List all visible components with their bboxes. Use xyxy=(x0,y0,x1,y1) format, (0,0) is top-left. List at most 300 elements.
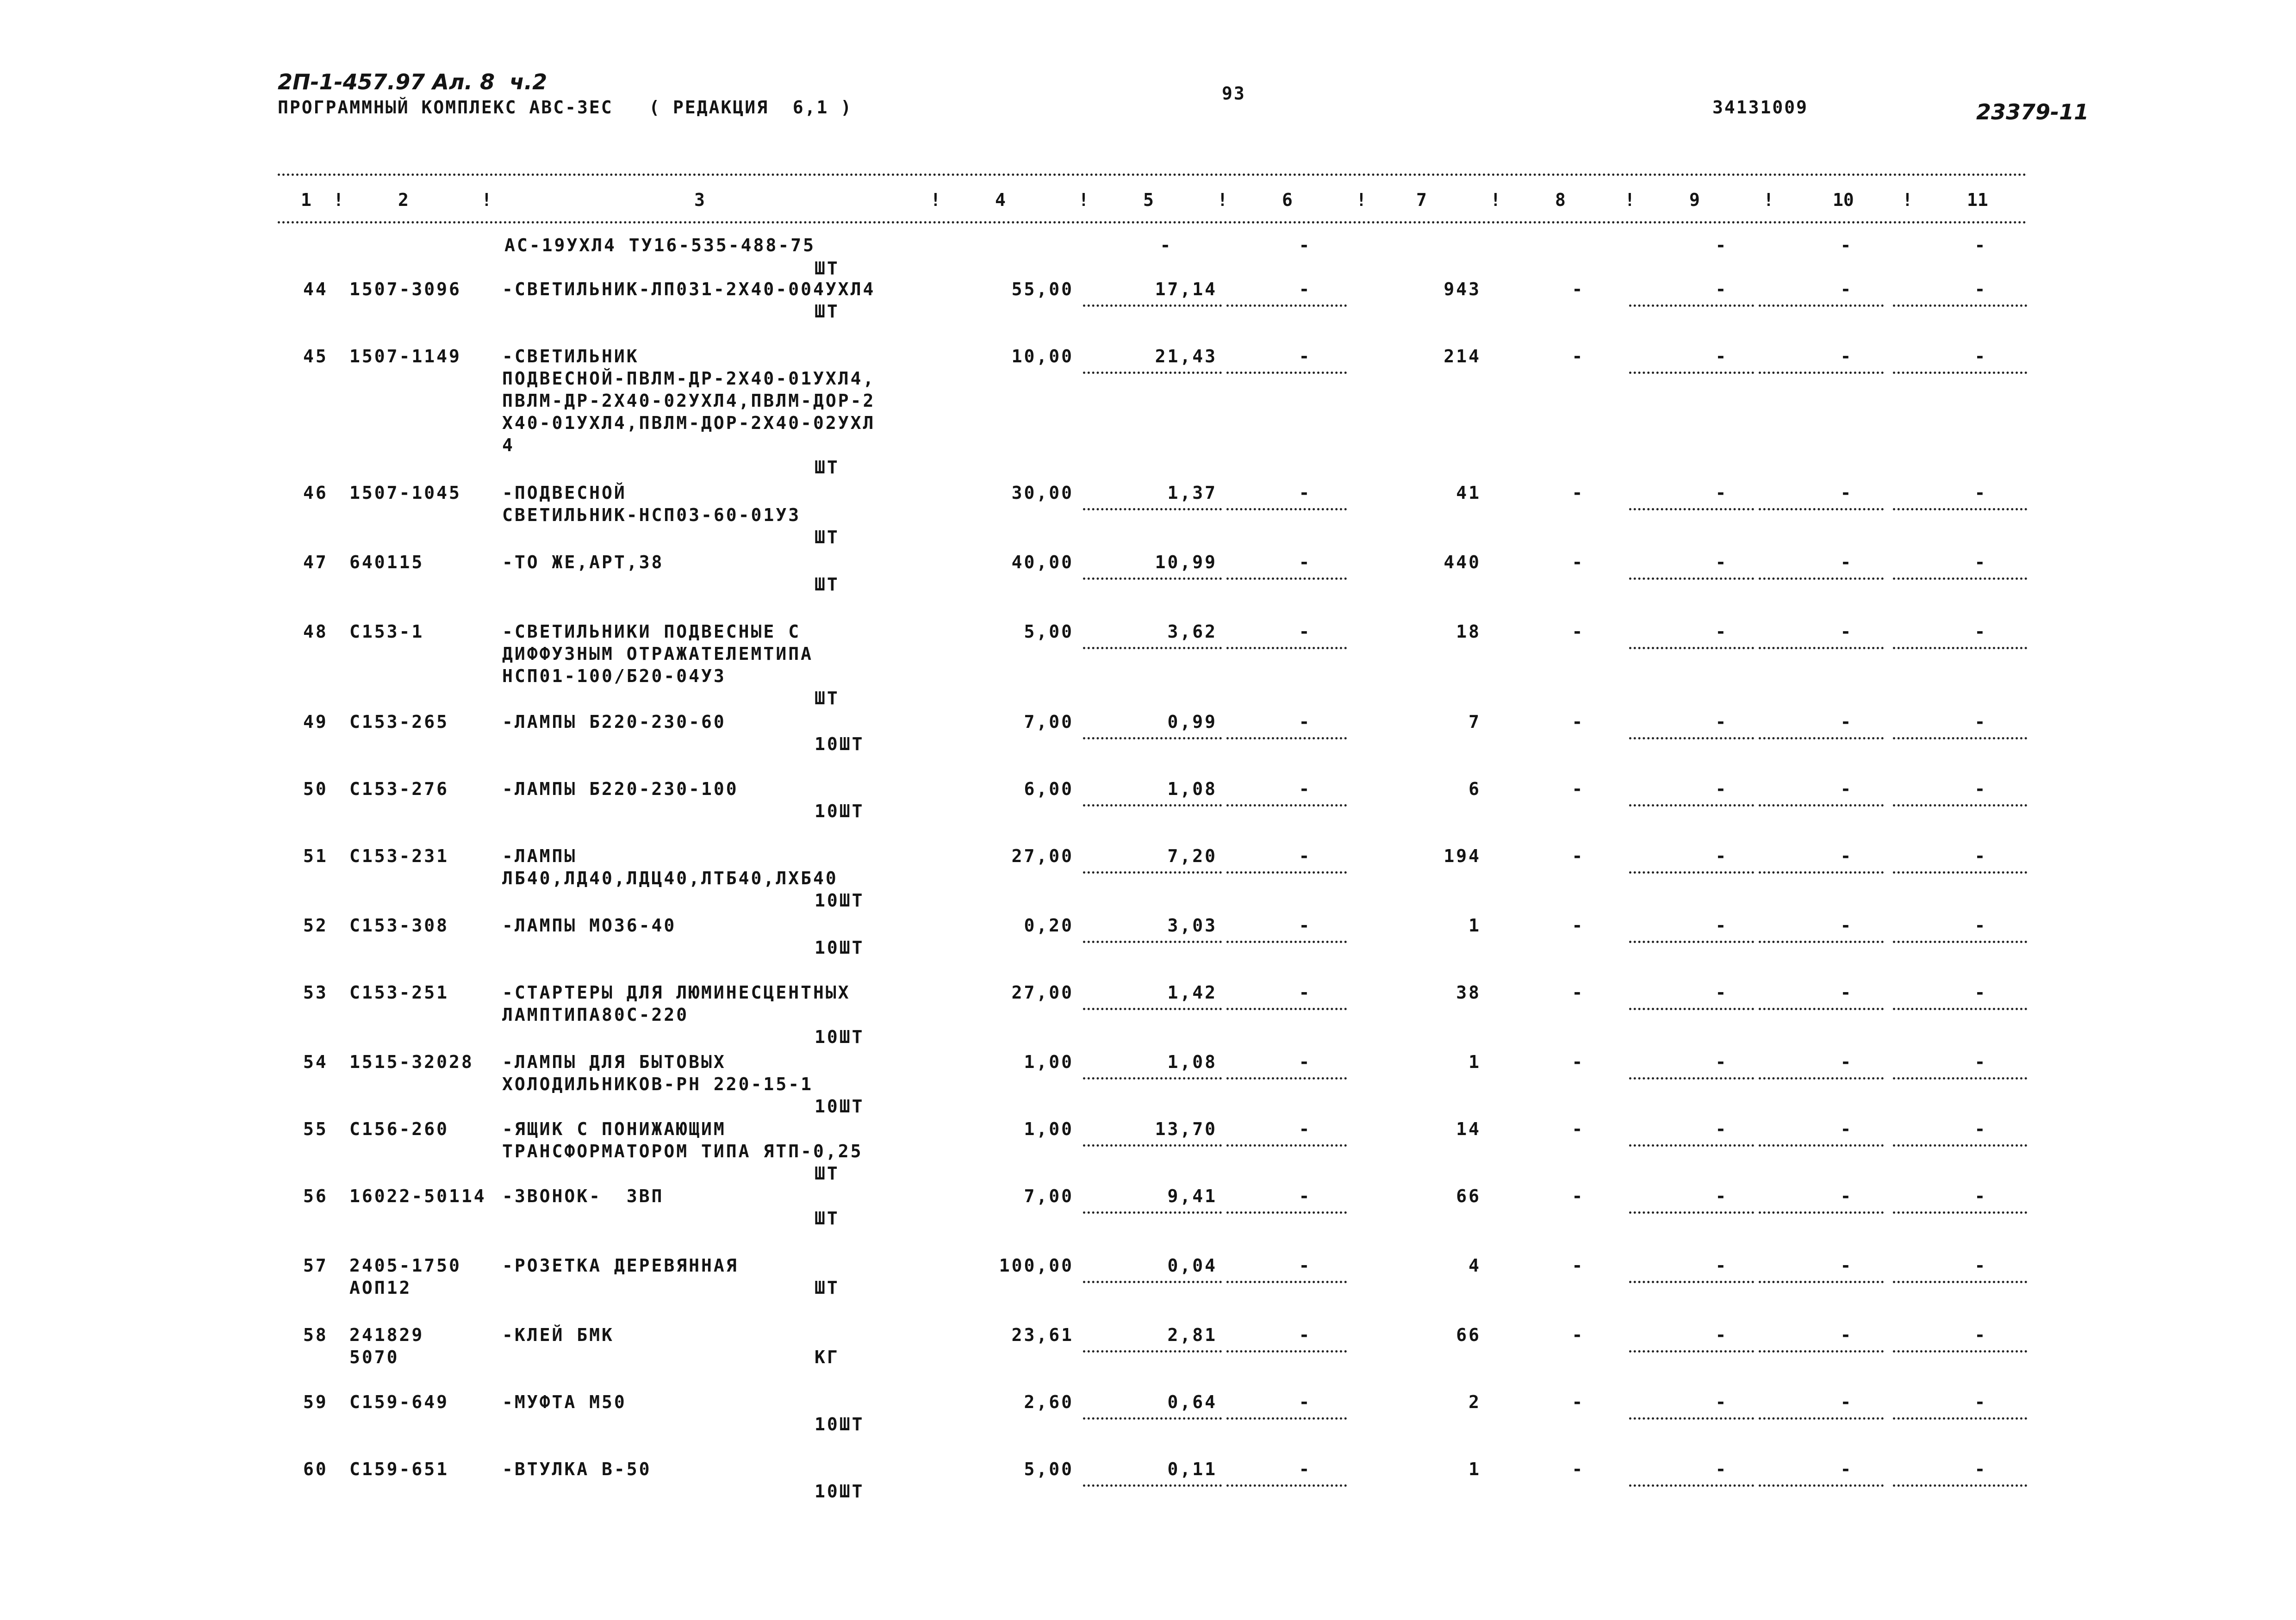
empty-col-placeholder: - xyxy=(1715,846,1728,866)
cell-underline xyxy=(1893,1484,2027,1487)
column-number: 11 xyxy=(1967,190,1988,210)
col6-placeholder: - xyxy=(1299,846,1312,866)
empty-col-placeholder: - xyxy=(1974,846,1987,866)
row-number: 48 xyxy=(303,621,328,642)
cell-underline xyxy=(1629,941,1754,943)
cell-underline xyxy=(1629,1077,1754,1080)
empty-col-placeholder: - xyxy=(1840,982,1853,1003)
cell-underline xyxy=(1083,1417,1222,1420)
resource-name-line: -ТО ЖЕ,АРТ,38 xyxy=(502,552,664,572)
resource-name-line: -КЛЕЙ БМК xyxy=(502,1325,614,1345)
empty-col-placeholder: - xyxy=(1840,712,1853,732)
cell-underline xyxy=(1759,1144,1884,1147)
column-separator: ! xyxy=(1217,190,1228,210)
cell-underline xyxy=(1083,1008,1222,1010)
col6-placeholder: - xyxy=(1299,1119,1312,1139)
cell-underline xyxy=(1226,1008,1347,1010)
cell-underline xyxy=(1893,941,2027,943)
resource-name-line: -ПОДВЕСНОЙ xyxy=(502,483,627,503)
resource-name-line: -ЛАМПЫ ДЛЯ БЫТОВЫХ xyxy=(502,1052,726,1072)
cell-underline xyxy=(1083,1484,1222,1487)
cell-underline xyxy=(1226,304,1347,307)
handwritten-stamp: 23379-11 xyxy=(1976,99,2089,124)
empty-col-placeholder: - xyxy=(1974,346,1987,366)
row-number: 59 xyxy=(303,1392,328,1412)
empty-col-placeholder: - xyxy=(1840,621,1853,642)
resource-name-line: -ЛАМПЫ Б220-230-60 xyxy=(502,712,726,732)
empty-col-placeholder: - xyxy=(1974,621,1987,642)
empty-col-placeholder: - xyxy=(1840,1255,1853,1276)
empty-col-placeholder: - xyxy=(1840,1392,1853,1412)
resource-name-line: -СВЕТИЛЬНИК-ЛП031-2Х40-004УХЛ4 xyxy=(502,279,876,299)
col6-placeholder: - xyxy=(1299,279,1312,299)
column-number: 1 xyxy=(301,190,311,210)
unit-price: 9,41 xyxy=(1167,1186,1217,1206)
cell-underline xyxy=(1759,304,1884,307)
quantity: 10,00 xyxy=(1011,346,1074,366)
resource-name-line: ПВЛМ-ДР-2Х40-02УХЛ4,ПВЛМ-ДОР-2 xyxy=(502,391,876,411)
cell-underline xyxy=(1893,1077,2027,1080)
unit: ШТ xyxy=(815,301,840,322)
cell-underline xyxy=(1083,1350,1222,1353)
empty-col-placeholder: - xyxy=(1974,1052,1987,1072)
cell-underline xyxy=(1629,1484,1754,1487)
cell-underline xyxy=(1083,804,1222,807)
empty-col-placeholder: - xyxy=(1840,1325,1853,1345)
resource-name-line: -ЛАМПЫ xyxy=(502,846,577,866)
resource-name-line: ТРАНСФОРМАТОРОМ ТИПА ЯТП-0,25 xyxy=(502,1141,863,1161)
empty-col-placeholder: - xyxy=(1840,779,1853,799)
cell-underline xyxy=(1629,871,1754,874)
unit: ШТ xyxy=(815,1163,840,1184)
cell-underline xyxy=(1226,737,1347,739)
col6-placeholder: - xyxy=(1299,1255,1312,1276)
col8-placeholder: - xyxy=(1572,779,1585,799)
col6-placeholder: - xyxy=(1299,779,1312,799)
total-cost: 214 xyxy=(1444,346,1481,366)
empty-col-placeholder: - xyxy=(1715,1119,1728,1139)
quantity: 7,00 xyxy=(1024,1186,1074,1206)
unit: ШТ xyxy=(815,1208,840,1229)
column-separator: ! xyxy=(333,190,344,210)
column-number: 3 xyxy=(694,190,705,210)
col6-placeholder: - xyxy=(1299,621,1312,642)
cont-col6-placeholder: - xyxy=(1299,235,1312,255)
cell-underline xyxy=(1629,647,1754,649)
empty-col-placeholder: - xyxy=(1840,915,1853,936)
cell-underline xyxy=(1226,508,1347,510)
resource-code: 640115 xyxy=(349,552,424,572)
total-cost: 1 xyxy=(1468,915,1481,936)
empty-col-placeholder: - xyxy=(1840,846,1853,866)
unit-price: 0,64 xyxy=(1167,1392,1217,1412)
cell-underline xyxy=(1759,1484,1884,1487)
empty-col-placeholder: - xyxy=(1974,1459,1987,1479)
cell-underline xyxy=(1893,647,2027,649)
resource-name-line: -МУФТА М50 xyxy=(502,1392,627,1412)
col6-placeholder: - xyxy=(1299,1186,1312,1206)
cell-underline xyxy=(1759,1211,1884,1214)
row-number: 56 xyxy=(303,1186,328,1206)
resource-name-line: НСП01-100/Б20-04У3 xyxy=(502,666,726,686)
cell-underline xyxy=(1893,508,2027,510)
resource-code: С156-260 xyxy=(349,1119,449,1139)
cell-underline xyxy=(1226,1417,1347,1420)
cell-underline xyxy=(1893,1144,2027,1147)
resource-name-line: СВЕТИЛЬНИК-НСП03-60-01У3 xyxy=(502,505,801,525)
resource-name-line: ПОДВЕСНОЙ-ПВЛМ-ДР-2Х40-01УХЛ4, xyxy=(502,368,876,389)
quantity: 1,00 xyxy=(1024,1052,1074,1072)
cell-underline xyxy=(1759,577,1884,580)
row-number: 52 xyxy=(303,915,328,936)
unit-price: 0,99 xyxy=(1167,712,1217,732)
column-separator: ! xyxy=(1902,190,1913,210)
resource-code: 241829 xyxy=(349,1325,424,1345)
cell-underline xyxy=(1226,871,1347,874)
continuation-unit: ШТ xyxy=(815,258,840,279)
resource-code: 1507-3096 xyxy=(349,279,461,299)
empty-col-placeholder: - xyxy=(1715,1392,1728,1412)
cell-underline xyxy=(1629,804,1754,807)
column-number: 4 xyxy=(995,190,1006,210)
unit: ШТ xyxy=(815,688,840,708)
empty-col-placeholder: - xyxy=(1974,279,1987,299)
document-code: 34131009 xyxy=(1712,97,1809,118)
quantity: 55,00 xyxy=(1011,279,1074,299)
col6-placeholder: - xyxy=(1299,1325,1312,1345)
total-cost: 2 xyxy=(1468,1392,1481,1412)
total-cost: 6 xyxy=(1468,779,1481,799)
total-cost: 66 xyxy=(1456,1186,1481,1206)
column-number: 10 xyxy=(1833,190,1854,210)
empty-col-placeholder: - xyxy=(1715,1325,1728,1345)
empty-col-placeholder: - xyxy=(1974,1119,1987,1139)
quantity: 2,60 xyxy=(1024,1392,1074,1412)
continuation-text: АС-19УХЛ4 ТУ16-535-488-75 xyxy=(504,235,815,255)
cell-underline xyxy=(1759,647,1884,649)
column-number: 6 xyxy=(1282,190,1293,210)
total-cost: 440 xyxy=(1444,552,1481,572)
cell-underline xyxy=(1759,1417,1884,1420)
quantity: 5,00 xyxy=(1024,1459,1074,1479)
quantity: 27,00 xyxy=(1011,982,1074,1003)
col6-placeholder: - xyxy=(1299,552,1312,572)
quantity: 5,00 xyxy=(1024,621,1074,642)
unit-price: 13,70 xyxy=(1155,1119,1217,1139)
cell-underline xyxy=(1083,304,1222,307)
col6-placeholder: - xyxy=(1299,982,1312,1003)
unit-price: 1,42 xyxy=(1167,982,1217,1003)
empty-col-placeholder: - xyxy=(1715,279,1728,299)
resource-name-line: -СВЕТИЛЬНИК xyxy=(502,346,639,366)
table-top-rule xyxy=(278,174,2027,176)
col8-placeholder: - xyxy=(1572,621,1585,642)
col6-placeholder: - xyxy=(1299,1392,1312,1412)
column-separator: ! xyxy=(1356,190,1367,210)
resource-code: С153-1 xyxy=(349,621,424,642)
quantity: 0,20 xyxy=(1024,915,1074,936)
unit: КГ xyxy=(815,1347,840,1367)
unit-price: 1,37 xyxy=(1167,483,1217,503)
cell-underline xyxy=(1629,1008,1754,1010)
col8-placeholder: - xyxy=(1572,1392,1585,1412)
unit-price: 1,08 xyxy=(1167,779,1217,799)
resource-code: 1507-1149 xyxy=(349,346,461,366)
empty-col-placeholder: - xyxy=(1840,1459,1853,1479)
resource-name-line: -СВЕТИЛЬНИКИ ПОДВЕСНЫЕ С xyxy=(502,621,801,642)
cell-underline xyxy=(1226,1144,1347,1147)
cont-col10-placeholder: - xyxy=(1840,235,1853,255)
col8-placeholder: - xyxy=(1572,552,1585,572)
total-cost: 14 xyxy=(1456,1119,1481,1139)
empty-col-placeholder: - xyxy=(1715,346,1728,366)
cell-underline xyxy=(1893,871,2027,874)
cell-underline xyxy=(1759,871,1884,874)
cell-underline xyxy=(1893,1417,2027,1420)
row-number: 58 xyxy=(303,1325,328,1345)
empty-col-placeholder: - xyxy=(1974,483,1987,503)
total-cost: 1 xyxy=(1468,1459,1481,1479)
unit: ШТ xyxy=(815,527,840,547)
cell-underline xyxy=(1629,1417,1754,1420)
empty-col-placeholder: - xyxy=(1715,712,1728,732)
quantity: 23,61 xyxy=(1011,1325,1074,1345)
resource-code: С159-649 xyxy=(349,1392,449,1412)
row-number: 54 xyxy=(303,1052,328,1072)
cell-underline xyxy=(1893,737,2027,739)
col8-placeholder: - xyxy=(1572,846,1585,866)
total-cost: 18 xyxy=(1456,621,1481,642)
resource-name-line: -ВТУЛКА В-50 xyxy=(502,1459,652,1479)
resource-code-line2: 5070 xyxy=(349,1347,399,1367)
col8-placeholder: - xyxy=(1572,712,1585,732)
cell-underline xyxy=(1083,1281,1222,1283)
cell-underline xyxy=(1629,508,1754,510)
resource-code: С153-276 xyxy=(349,779,449,799)
empty-col-placeholder: - xyxy=(1715,621,1728,642)
empty-col-placeholder: - xyxy=(1715,552,1728,572)
cell-underline xyxy=(1226,372,1347,374)
column-number: 9 xyxy=(1689,190,1700,210)
col8-placeholder: - xyxy=(1572,1052,1585,1072)
col8-placeholder: - xyxy=(1572,1325,1585,1345)
unit: 10ШТ xyxy=(815,1414,865,1434)
quantity: 1,00 xyxy=(1024,1119,1074,1139)
cell-underline xyxy=(1759,1350,1884,1353)
row-number: 49 xyxy=(303,712,328,732)
total-cost: 38 xyxy=(1456,982,1481,1003)
cell-underline xyxy=(1226,1484,1347,1487)
col8-placeholder: - xyxy=(1572,483,1585,503)
quantity: 27,00 xyxy=(1011,846,1074,866)
quantity: 7,00 xyxy=(1024,712,1074,732)
column-separator: ! xyxy=(1490,190,1501,210)
col8-placeholder: - xyxy=(1572,279,1585,299)
resource-code: 1507-1045 xyxy=(349,483,461,503)
resource-code: 1515-32028 xyxy=(349,1052,474,1072)
row-number: 44 xyxy=(303,279,328,299)
resource-name-line: Х40-01УХЛ4,ПВЛМ-ДОР-2Х40-02УХЛ xyxy=(502,413,876,433)
resource-name-line: -ЛАМПЫ Б220-230-100 xyxy=(502,779,739,799)
unit: 10ШТ xyxy=(815,1027,865,1047)
quantity: 30,00 xyxy=(1011,483,1074,503)
empty-col-placeholder: - xyxy=(1974,982,1987,1003)
cell-underline xyxy=(1083,1077,1222,1080)
col8-placeholder: - xyxy=(1572,1186,1585,1206)
resource-code: С159-651 xyxy=(349,1459,449,1479)
cell-underline xyxy=(1083,737,1222,739)
row-number: 51 xyxy=(303,846,328,866)
row-number: 46 xyxy=(303,483,328,503)
row-number: 53 xyxy=(303,982,328,1003)
cell-underline xyxy=(1629,1144,1754,1147)
empty-col-placeholder: - xyxy=(1715,915,1728,936)
resource-name-line: ЛБ40,ЛД40,ЛДЦ40,ЛТБ40,ЛХБ40 xyxy=(502,868,838,888)
empty-col-placeholder: - xyxy=(1715,982,1728,1003)
total-cost: 41 xyxy=(1456,483,1481,503)
resource-name-line: -СТАРТЕРЫ ДЛЯ ЛЮМИНЕСЦЕНТНЫХ xyxy=(502,982,851,1003)
col8-placeholder: - xyxy=(1572,1255,1585,1276)
empty-col-placeholder: - xyxy=(1974,552,1987,572)
cont-col5-placeholder: - xyxy=(1160,235,1173,255)
cell-underline xyxy=(1893,1281,2027,1283)
empty-col-placeholder: - xyxy=(1840,1052,1853,1072)
unit-price: 17,14 xyxy=(1155,279,1217,299)
resource-name-line: 4 xyxy=(502,435,515,455)
resource-name-line: -ЛАМПЫ МО36-40 xyxy=(502,915,677,936)
column-number: 8 xyxy=(1555,190,1566,210)
unit-price: 0,04 xyxy=(1167,1255,1217,1276)
col6-placeholder: - xyxy=(1299,346,1312,366)
cell-underline xyxy=(1759,1281,1884,1283)
quantity: 6,00 xyxy=(1024,779,1074,799)
cell-underline xyxy=(1893,577,2027,580)
unit: ШТ xyxy=(815,574,840,595)
col6-placeholder: - xyxy=(1299,712,1312,732)
cell-underline xyxy=(1083,871,1222,874)
col8-placeholder: - xyxy=(1572,1119,1585,1139)
col6-placeholder: - xyxy=(1299,915,1312,936)
program-title: ПРОГРАММНЫЙ КОМПЛЕКС АВС-3ЕС ( РЕДАКЦИЯ 6,1 ) xyxy=(278,97,853,118)
unit: 10ШТ xyxy=(815,801,865,821)
empty-col-placeholder: - xyxy=(1840,346,1853,366)
empty-col-placeholder: - xyxy=(1840,1186,1853,1206)
unit-price: 3,62 xyxy=(1167,621,1217,642)
cell-underline xyxy=(1759,737,1884,739)
col6-placeholder: - xyxy=(1299,483,1312,503)
empty-col-placeholder: - xyxy=(1974,915,1987,936)
cell-underline xyxy=(1226,647,1347,649)
unit: 10ШТ xyxy=(815,1096,865,1117)
empty-col-placeholder: - xyxy=(1974,712,1987,732)
col6-placeholder: - xyxy=(1299,1052,1312,1072)
cell-underline xyxy=(1893,1350,2027,1353)
resource-name-line: -ЯЩИК С ПОНИЖАЮЩИМ xyxy=(502,1119,726,1139)
empty-col-placeholder: - xyxy=(1974,779,1987,799)
cell-underline xyxy=(1893,1211,2027,1214)
resource-code-line2: АОП12 xyxy=(349,1278,412,1298)
cell-underline xyxy=(1893,804,2027,807)
resource-name-line: ДИФФУЗНЫМ ОТРАЖАТЕЛЕМТИПА xyxy=(502,644,813,664)
column-separator: ! xyxy=(1078,190,1089,210)
cell-underline xyxy=(1226,1077,1347,1080)
cell-underline xyxy=(1629,1211,1754,1214)
empty-col-placeholder: - xyxy=(1840,552,1853,572)
total-cost: 194 xyxy=(1444,846,1481,866)
cell-underline xyxy=(1759,804,1884,807)
resource-code: С153-265 xyxy=(349,712,449,732)
cell-underline xyxy=(1893,304,2027,307)
resource-code: 16022-50114 xyxy=(349,1186,486,1206)
column-separator: ! xyxy=(1763,190,1774,210)
cell-underline xyxy=(1893,1008,2027,1010)
unit: 10ШТ xyxy=(815,734,865,754)
table-header-rule xyxy=(278,221,2027,223)
row-number: 55 xyxy=(303,1119,328,1139)
cell-underline xyxy=(1629,1350,1754,1353)
empty-col-placeholder: - xyxy=(1974,1325,1987,1345)
cell-underline xyxy=(1083,647,1222,649)
cell-underline xyxy=(1226,1281,1347,1283)
cell-underline xyxy=(1083,941,1222,943)
col8-placeholder: - xyxy=(1572,346,1585,366)
unit-price: 0,11 xyxy=(1167,1459,1217,1479)
row-number: 50 xyxy=(303,779,328,799)
resource-name-line: -ЗВОНОК- ЗВП xyxy=(502,1186,664,1206)
column-number: 5 xyxy=(1143,190,1154,210)
cell-underline xyxy=(1226,1211,1347,1214)
unit-price: 10,99 xyxy=(1155,552,1217,572)
cell-underline xyxy=(1226,804,1347,807)
empty-col-placeholder: - xyxy=(1715,1255,1728,1276)
quantity: 40,00 xyxy=(1011,552,1074,572)
quantity: 100,00 xyxy=(999,1255,1074,1276)
empty-col-placeholder: - xyxy=(1715,483,1728,503)
column-separator: ! xyxy=(1624,190,1635,210)
col8-placeholder: - xyxy=(1572,982,1585,1003)
cell-underline xyxy=(1083,1211,1222,1214)
resource-code: 2405-1750 xyxy=(349,1255,461,1276)
cell-underline xyxy=(1893,372,2027,374)
cell-underline xyxy=(1759,941,1884,943)
empty-col-placeholder: - xyxy=(1840,483,1853,503)
column-number: 2 xyxy=(398,190,409,210)
total-cost: 943 xyxy=(1444,279,1481,299)
cell-underline xyxy=(1083,508,1222,510)
cell-underline xyxy=(1759,508,1884,510)
total-cost: 1 xyxy=(1468,1052,1481,1072)
cell-underline xyxy=(1083,372,1222,374)
cell-underline xyxy=(1629,577,1754,580)
unit-price: 7,20 xyxy=(1167,846,1217,866)
cell-underline xyxy=(1083,577,1222,580)
cell-underline xyxy=(1226,941,1347,943)
unit-price: 21,43 xyxy=(1155,346,1217,366)
empty-col-placeholder: - xyxy=(1715,1186,1728,1206)
cell-underline xyxy=(1759,372,1884,374)
col6-placeholder: - xyxy=(1299,1459,1312,1479)
empty-col-placeholder: - xyxy=(1840,279,1853,299)
unit-price: 2,81 xyxy=(1167,1325,1217,1345)
row-number: 45 xyxy=(303,346,328,366)
unit: 10ШТ xyxy=(815,937,865,958)
resource-name-line: ХОЛОДИЛЬНИКОВ-РН 220-15-1 xyxy=(502,1074,813,1094)
row-number: 47 xyxy=(303,552,328,572)
resource-code: С153-308 xyxy=(349,915,449,936)
resource-name-line: ЛАМПТИПА80С-220 xyxy=(502,1005,689,1025)
row-number: 60 xyxy=(303,1459,328,1479)
col8-placeholder: - xyxy=(1572,915,1585,936)
